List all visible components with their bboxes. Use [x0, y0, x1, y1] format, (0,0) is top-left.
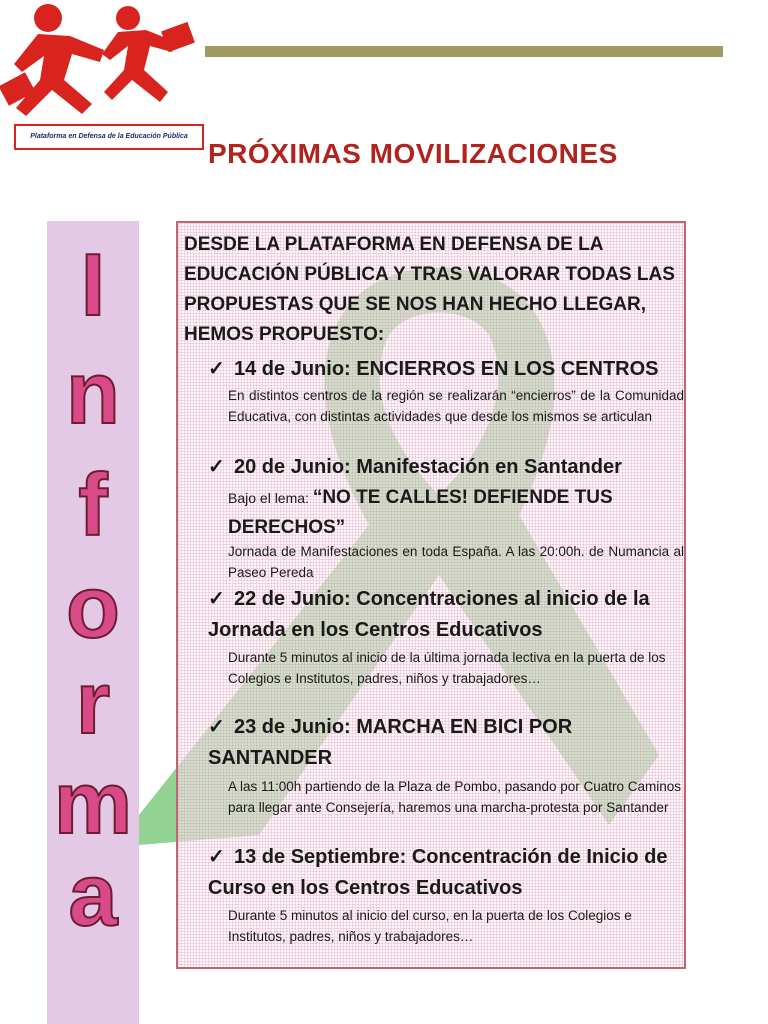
page-title: PRÓXIMAS MOVILIZACIONES — [208, 138, 618, 169]
side-band-informa — [47, 221, 139, 1024]
event-title-5: ✓ 13 de Septiembre: Concentración de Inicio de Curso en los Centros Educativos — [208, 842, 684, 904]
event-description-4: A las 11:00h partiendo de la Plaza de Pombo, pasando por Cuatro Caminos para llegar ante Consejería, haremos una marcha-protesta por Santander — [228, 779, 682, 815]
event-title-4: ✓ 23 de Junio: MARCHA EN BICI POR SANTANDER — [208, 712, 684, 774]
logo-caption: Plataforma en Defensa de la Educación Pública — [14, 124, 204, 150]
side-letter: m — [53, 753, 133, 852]
check-mark-icon: ✓ — [208, 358, 225, 380]
platform-logo — [0, 0, 205, 160]
check-mark-icon: ✓ — [208, 588, 225, 610]
side-letter: r — [75, 653, 111, 752]
side-letter: a — [68, 845, 118, 944]
event-title-2: ✓ 20 de Junio: Manifestación en Santander — [208, 452, 684, 483]
event-description-1: En distintos centros de la región se realizarán “encierros” de la Comunidad Educativa, con distintas actividades que desde los mismos se articulan — [228, 388, 684, 424]
event-description-2: Jornada de Manifestaciones en toda España. A las 20:00h. de Numancia al Paseo Pereda — [228, 544, 684, 580]
check-mark-icon: ✓ — [208, 716, 225, 738]
side-letter: o — [66, 557, 120, 656]
side-letter: f — [78, 455, 108, 554]
check-mark-icon: ✓ — [208, 456, 225, 478]
event-description-5: Durante 5 minutos al inicio del curso, en la puerta de los Colegios e Institutos, padres, niños y trabajadores… — [228, 908, 632, 944]
event-title-1: ✓ 14 de Junio: ENCIERROS EN LOS CENTROS — [208, 354, 684, 385]
check-mark-icon: ✓ — [208, 846, 225, 868]
header-rule — [205, 46, 723, 57]
mobilizations-panel — [176, 221, 686, 969]
side-letter: I — [80, 235, 106, 334]
running-figures-logo-icon — [0, 0, 205, 125]
side-letter: n — [66, 343, 120, 442]
event-description-3: Durante 5 minutos al inicio de la última jornada lectiva en la puerta de los Colegios e Institutos, padres, niños y trabajadores… — [228, 650, 666, 686]
event-slogan-2: Bajo el lema: “NO TE CALLES! DEFIENDE TUS DERECHOS” — [228, 487, 613, 538]
intro-text: DESDE LA PLATAFORMA EN DEFENSA DE LA EDUCACIÓN PÚBLICA Y TRAS VALORAR TODAS LAS PROPUESTAS QUE SE NOS HAN HECHO LLEGAR, HEMOS PROPUESTO: — [184, 234, 675, 345]
event-title-3: ✓ 22 de Junio: Concentraciones al inicio de la Jornada en los Centros Educativos — [208, 584, 684, 646]
